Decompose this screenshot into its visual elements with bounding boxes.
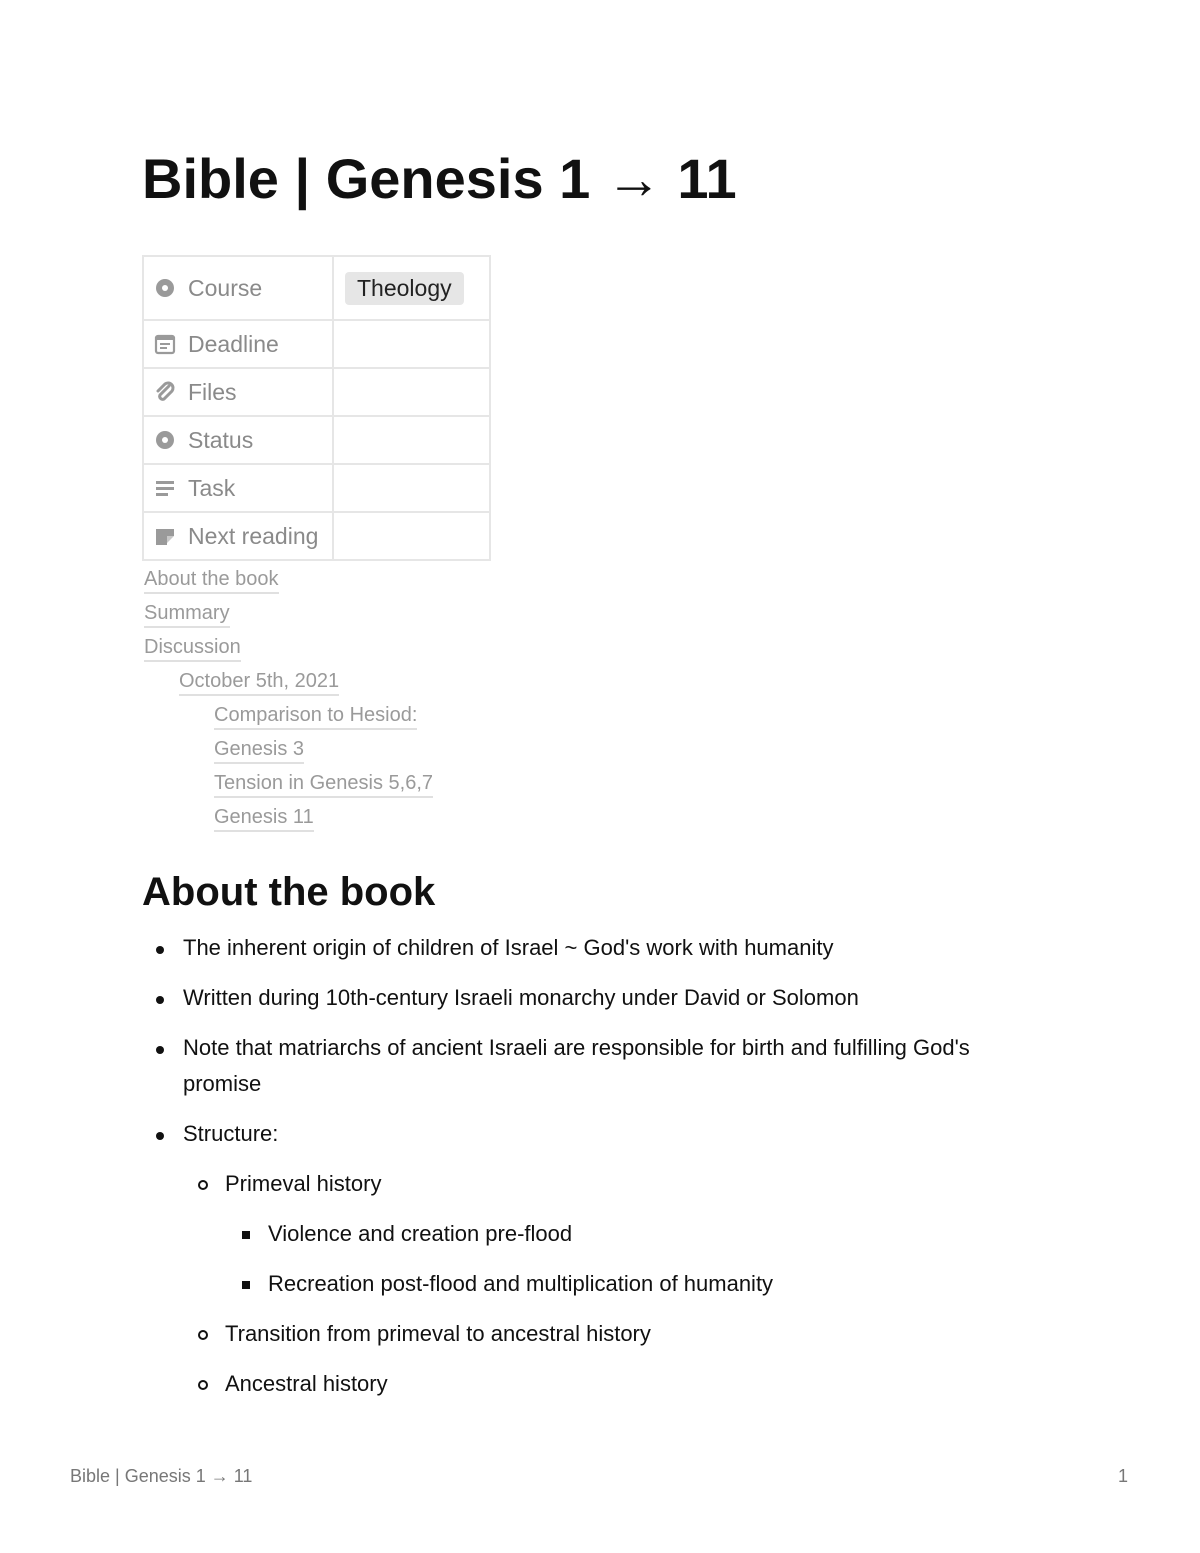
list-item: The inherent origin of children of Israel ~ God's work with humanity <box>142 930 1042 966</box>
bullet-list <box>142 930 1042 1402</box>
course-tag[interactable]: Theology <box>345 272 464 305</box>
toc-link-tension-genesis[interactable]: Tension in Genesis 5,6,7 <box>214 770 433 798</box>
list-item-primeval <box>183 1166 1042 1302</box>
toc-link-genesis-3[interactable]: Genesis 3 <box>214 736 304 764</box>
property-value-next-reading[interactable] <box>333 512 490 560</box>
about-content <box>142 930 1042 1416</box>
primeval-sub-list <box>225 1216 1042 1302</box>
property-row-files <box>143 368 490 416</box>
text-lines-icon <box>154 477 176 499</box>
property-value-deadline[interactable] <box>333 320 490 368</box>
calendar-icon <box>154 333 176 355</box>
list-item-structure <box>142 1116 1042 1402</box>
property-row-course <box>143 256 490 320</box>
paperclip-icon <box>154 381 176 403</box>
page-title: Bible | Genesis 1 → 11 <box>142 147 737 210</box>
structure-list <box>183 1166 1042 1402</box>
toc-link-summary[interactable]: Summary <box>144 600 230 628</box>
property-row-deadline <box>143 320 490 368</box>
list-item: Violence and creation pre-flood <box>225 1216 1042 1252</box>
status-circle-icon <box>154 429 176 451</box>
property-row-next-reading <box>143 512 490 560</box>
property-label-task: Task <box>188 474 236 501</box>
property-value-course-cell[interactable] <box>333 256 490 320</box>
toc-link-comparison-hesiod[interactable]: Comparison to Hesiod: <box>214 702 417 730</box>
toc-link-october-5th[interactable]: October 5th, 2021 <box>179 668 339 696</box>
list-item: Note that matriarchs of ancient Israeli are responsible for birth and fulfilling God's promise <box>142 1030 1042 1102</box>
property-label-files: Files <box>188 378 237 405</box>
property-label-deadline: Deadline <box>188 330 279 357</box>
table-of-contents <box>144 566 433 838</box>
primeval-label: Primeval history <box>225 1171 382 1196</box>
toc-link-genesis-11[interactable]: Genesis 11 <box>214 804 314 832</box>
property-value-task[interactable] <box>333 464 490 512</box>
property-label-next-reading: Next reading <box>188 522 319 549</box>
property-value-files[interactable] <box>333 368 490 416</box>
property-label-course: Course <box>188 274 263 301</box>
properties-table <box>142 255 491 561</box>
footer-title: Bible | Genesis 1 → 11 <box>70 1466 253 1486</box>
structure-label: Structure: <box>183 1121 279 1146</box>
toc-link-discussion[interactable]: Discussion <box>144 634 241 662</box>
property-row-status <box>143 416 490 464</box>
page-number: 1 <box>1117 1466 1128 1486</box>
list-item: Ancestral history <box>183 1366 1042 1402</box>
list-item: Recreation post-flood and multiplication of humanity <box>225 1266 1042 1302</box>
section-heading-about-the-book: About the book <box>142 870 436 914</box>
list-item: Transition from primeval to ancestral history <box>183 1316 1042 1352</box>
property-row-task <box>143 464 490 512</box>
property-label-status: Status <box>188 426 254 453</box>
list-item: Written during 10th-century Israeli monarchy under David or Solomon <box>142 980 1042 1016</box>
toc-link-about-the-book[interactable]: About the book <box>144 566 279 594</box>
relation-icon <box>154 525 176 547</box>
property-value-status[interactable] <box>333 416 490 464</box>
status-circle-icon <box>154 277 176 299</box>
